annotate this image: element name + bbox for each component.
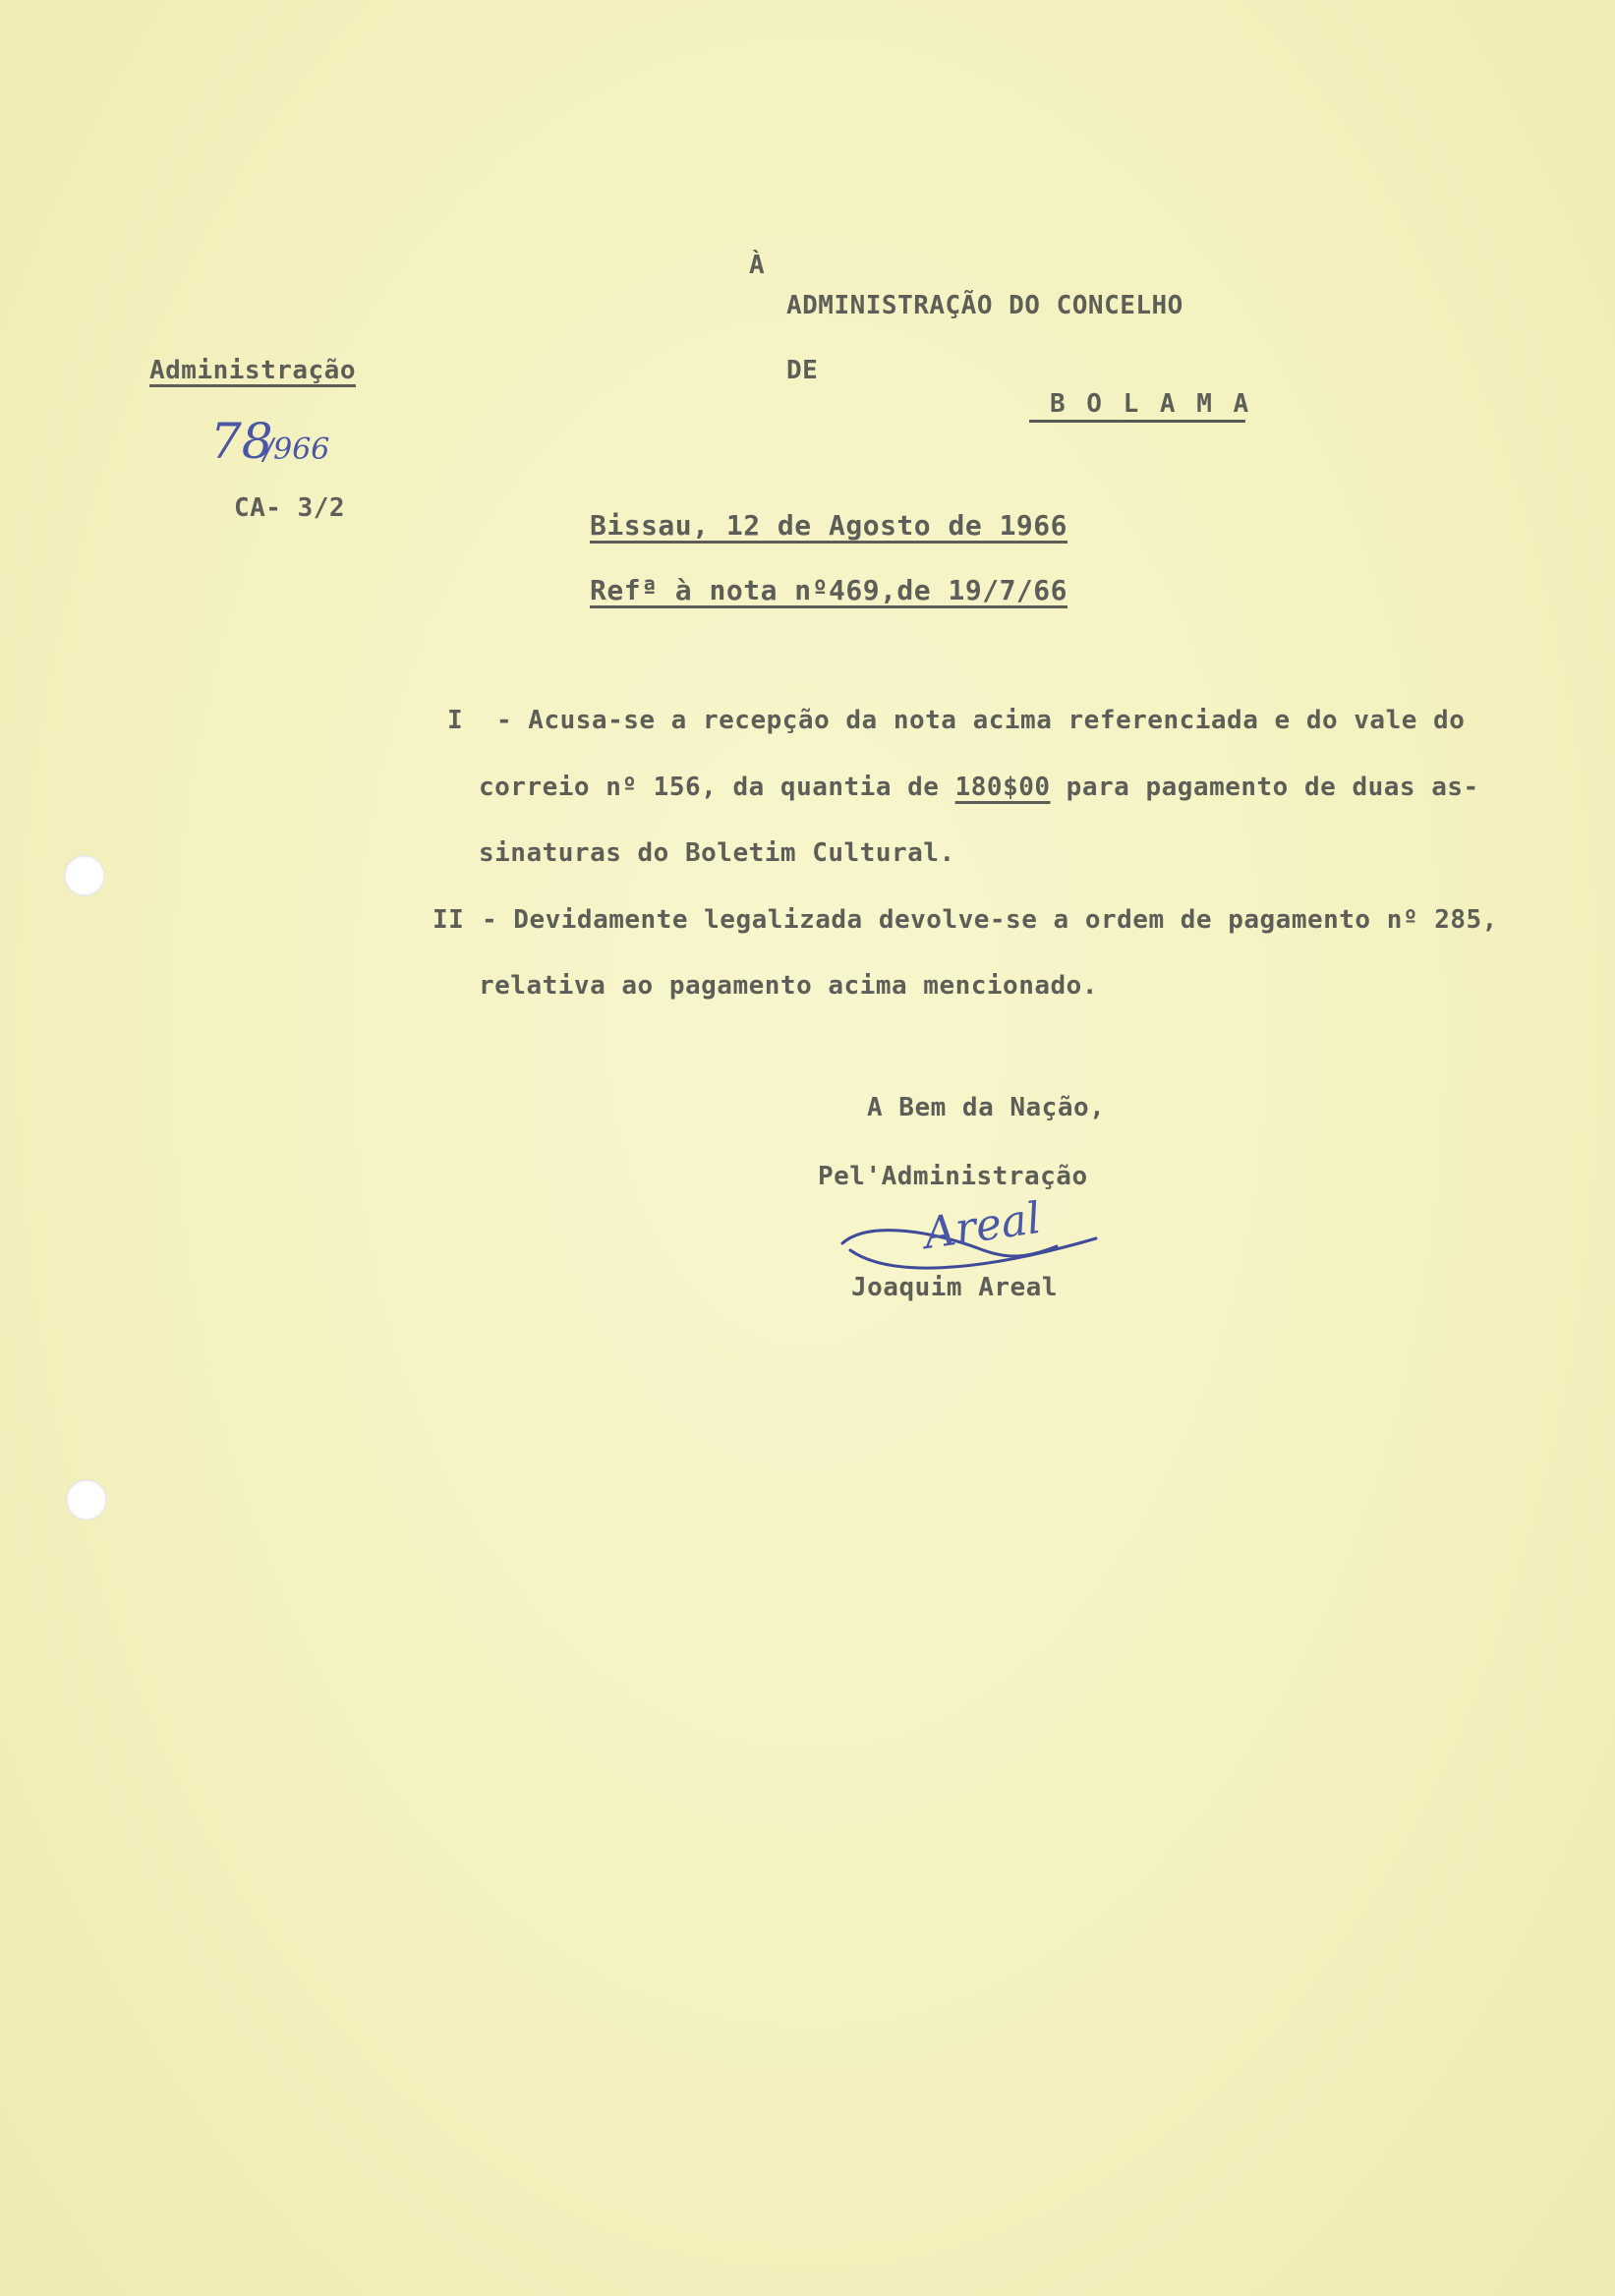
note-reference: Refª à nota nº469,de 19/7/66 bbox=[590, 574, 1068, 606]
item-2-number: II bbox=[433, 905, 465, 935]
closing-salutation: A Bem da Nação, bbox=[867, 1093, 1106, 1122]
item-1-line-3: sinaturas do Boletim Cultural. bbox=[479, 838, 955, 868]
signer-name: Joaquim Areal bbox=[851, 1273, 1058, 1302]
handwritten-signature: Areal bbox=[921, 1192, 1045, 1260]
sender-office: Administração bbox=[149, 356, 356, 385]
document-number-year: /966 bbox=[263, 432, 330, 467]
recipient-line-1: ADMINISTRAÇÃO DO CONCELHO bbox=[786, 291, 1183, 320]
recipient-place: B O L A M A bbox=[1050, 389, 1252, 419]
item-1-line-1: - Acusa-se a recepção da nota acima referenciada e do vale do bbox=[496, 706, 1466, 735]
item-1-line-2-end: para pagamento de duas as- bbox=[1050, 773, 1479, 802]
amount: 180$00 bbox=[954, 773, 1051, 802]
item-2-line-1: - Devidamente legalizada devolve-se a ordem de pagamento nº 285, bbox=[482, 905, 1498, 935]
place-and-date: Bissau, 12 de Agosto de 1966 bbox=[590, 509, 1068, 542]
document-number-handwritten: 78 bbox=[210, 413, 273, 470]
punch-hole-bottom bbox=[66, 1479, 107, 1521]
recipient-prefix: À bbox=[749, 251, 766, 280]
item-1-line-2-start: correio nº 156, da quantia de bbox=[479, 773, 955, 802]
item-2-line-2: relativa ao pagamento acima mencionado. bbox=[479, 971, 1098, 1001]
file-reference: CA- 3/2 bbox=[234, 493, 346, 523]
on-behalf-line: Pel'Administração bbox=[818, 1162, 1088, 1191]
item-1-line-2 bbox=[479, 773, 1479, 802]
item-1-number: I bbox=[447, 706, 464, 735]
recipient-line-2: DE bbox=[786, 356, 819, 385]
punch-hole-top bbox=[64, 855, 105, 896]
recipient-place-underline bbox=[1029, 420, 1245, 423]
